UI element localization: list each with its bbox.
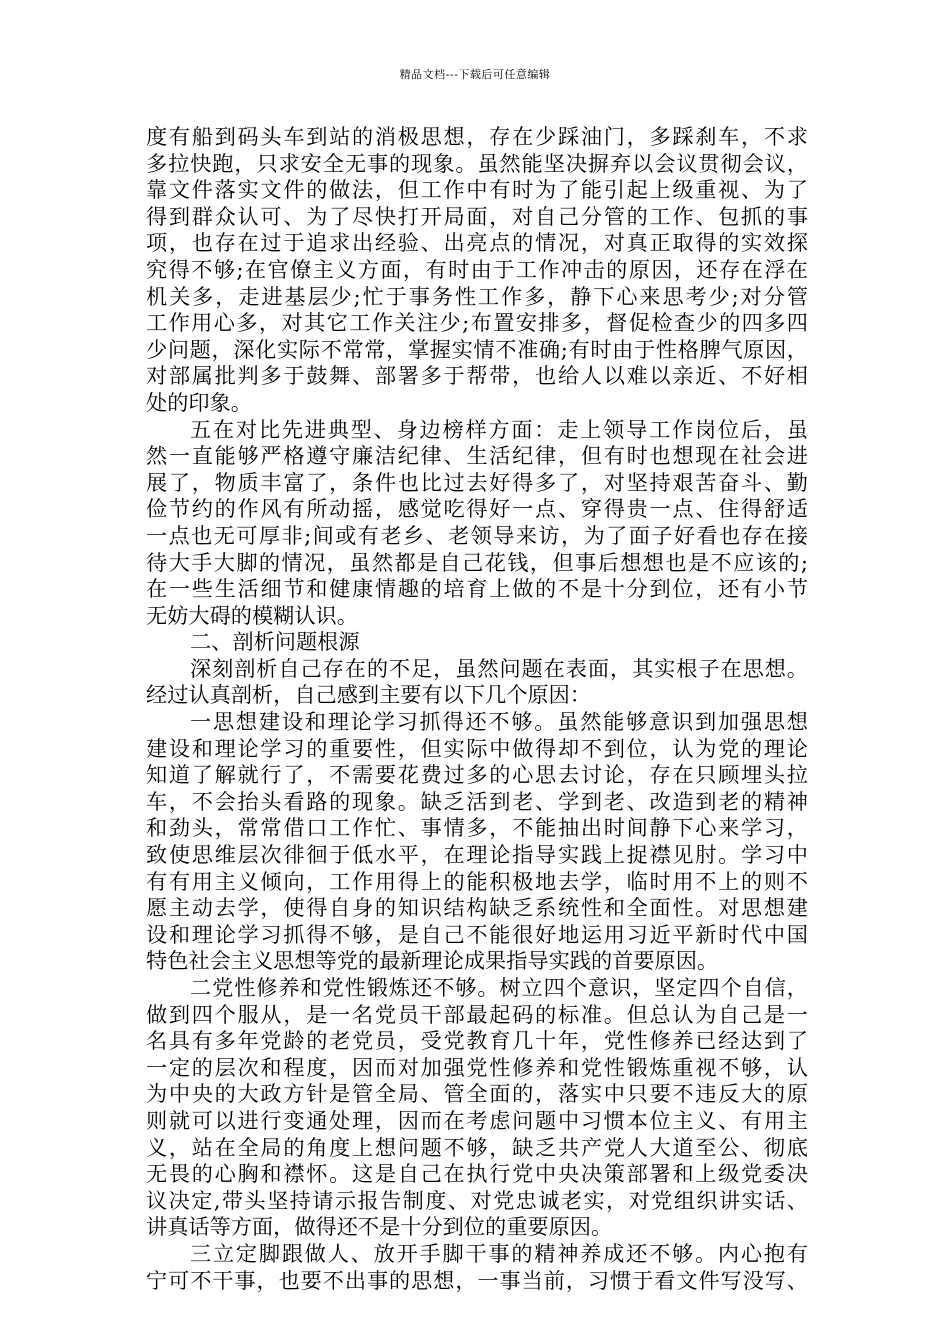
text-line: 项，也存在过于追求出经验、出亮点的情况，对真正取得的实效探 xyxy=(146,230,808,256)
text-line: 义，站在全局的角度上想问题不够，缺乏共产党人大道至公、彻底 xyxy=(146,1134,808,1160)
text-line: 然一直能够严格遵守廉洁纪律、生活纪律，但有时也想现在社会进 xyxy=(146,443,808,469)
text-line: 展了，物质丰富了，条件也比过去好得多了，对坚持艰苦奋斗、勤 xyxy=(146,469,808,495)
page-header: 精品文档---下载后可任意编辑 xyxy=(399,68,551,81)
text-line: 机关多，走进基层少;忙于事务性工作多，静下心来思考少;对分管 xyxy=(146,283,808,309)
text-line: 二、剖析问题根源 xyxy=(190,629,360,655)
text-line: 深刻剖析自己存在的不足，虽然问题在表面，其实根子在思想。 xyxy=(190,655,808,681)
text-line: 度有船到码头车到站的消极思想，存在少踩油门，多踩刹车，不求 xyxy=(146,124,808,149)
text-line: 五在对比先进典型、身边榜样方面：走上领导工作岗位后，虽 xyxy=(190,416,808,442)
text-line: 究得不够;在官僚主义方面，有时由于工作冲击的原因，还存在浮在 xyxy=(146,256,808,282)
text-line: 设和理论学习抓得不够，是自己不能很好地运用习近平新时代中国 xyxy=(146,921,808,947)
text-line: 和劲头，常常借口工作忙、事情多，不能抽出时间静下心来学习， xyxy=(146,815,808,841)
text-line: 议决定,带头坚持请示报告制度、对党忠诚老实，对党组织讲实话、 xyxy=(146,1187,808,1213)
text-line: 有有用主义倾向，工作用得上的能积极地去学，临时用不上的则不 xyxy=(146,868,808,894)
text-line: 工作用心多，对其它工作关注少;布置安排多，督促检查少的四多四 xyxy=(146,310,808,336)
text-line: 致使思维层次徘徊于低水平，在理论指导实践上捉襟见肘。学习中 xyxy=(146,842,808,868)
text-line: 靠文件落实文件的做法，但工作中有时为了能引起上级重视、为了 xyxy=(146,177,808,203)
text-line: 多拉快跑，只求安全无事的现象。虽然能坚决摒弃以会议贯彻会议， xyxy=(146,150,808,176)
text-line: 无妨大碍的模糊认识。 xyxy=(146,602,358,628)
document-body xyxy=(146,124,808,1294)
text-line: 建设和理论学习的重要性，但实际中做得却不到位，认为党的理论 xyxy=(146,735,808,761)
text-line: 名具有多年党龄的老党员，受党教育几十年，党性修养已经达到了 xyxy=(146,1028,808,1054)
text-line: 宁可不干事，也要不出事的思想，一事当前，习惯于看文件写没写、 xyxy=(146,1267,808,1293)
text-line: 一思想建设和理论学习抓得还不够。虽然能够意识到加强思想 xyxy=(190,709,808,735)
text-line: 对部属批判多于鼓舞、部署多于帮带，也给人以难以亲近、不好相 xyxy=(146,363,808,389)
text-line: 俭节约的作风有所动摇，感觉吃得好一点、穿得贵一点、住得舒适 xyxy=(146,496,808,522)
text-line: 三立定脚跟做人、放开手脚干事的精神养成还不够。内心抱有 xyxy=(190,1240,808,1266)
text-line: 则就可以进行变通处理，因而在考虑问题中习惯本位主义、有用主 xyxy=(146,1107,808,1133)
text-line: 无畏的心胸和襟怀。这是自己在执行党中央决策部署和上级党委决 xyxy=(146,1161,808,1187)
text-line: 一定的层次和程度，因而对加强党性修养和党性锻炼重视不够，认 xyxy=(146,1054,808,1080)
text-line: 待大手大脚的情况，虽然都是自己花钱，但事后想想也是不应该的; xyxy=(146,549,808,575)
text-line: 做到四个服从，是一名党员干部最起码的标准。但总认为自己是一 xyxy=(146,1001,808,1027)
text-line: 愿主动去学，使得自身的知识结构缺乏系统性和全面性。对思想建 xyxy=(146,895,808,921)
text-line: 讲真话等方面，做得还不是十分到位的重要原因。 xyxy=(146,1214,613,1240)
text-line: 处的印象。 xyxy=(146,389,252,415)
text-line: 为中央的大政方针是管全局、管全面的，落实中只要不违反大的原 xyxy=(146,1081,808,1107)
text-line: 知道了解就行了，不需要花费过多的心思去讨论，存在只顾埋头拉 xyxy=(146,762,808,788)
text-line: 二党性修养和党性锻炼还不够。树立四个意识，坚定四个自信， xyxy=(190,975,808,1000)
text-line: 少问题，深化实际不常常，掌握实情不准确;有时由于性格脾气原因， xyxy=(146,336,808,362)
text-line: 得到群众认可、为了尽快打开局面，对自己分管的工作、包抓的事 xyxy=(146,203,808,229)
text-line: 一点也无可厚非;间或有老乡、老领导来访，为了面子好看也存在接 xyxy=(146,522,808,548)
text-line: 经过认真剖析，自己感到主要有以下几个原因： xyxy=(146,682,591,708)
text-line: 特色社会主义思想等党的最新理论成果指导实践的首要原因。 xyxy=(146,948,719,974)
text-line: 车，不会抬头看路的现象。缺乏活到老、学到老、改造到老的精神 xyxy=(146,788,808,814)
text-line: 在一些生活细节和健康情趣的培育上做的不是十分到位，还有小节 xyxy=(146,576,808,602)
